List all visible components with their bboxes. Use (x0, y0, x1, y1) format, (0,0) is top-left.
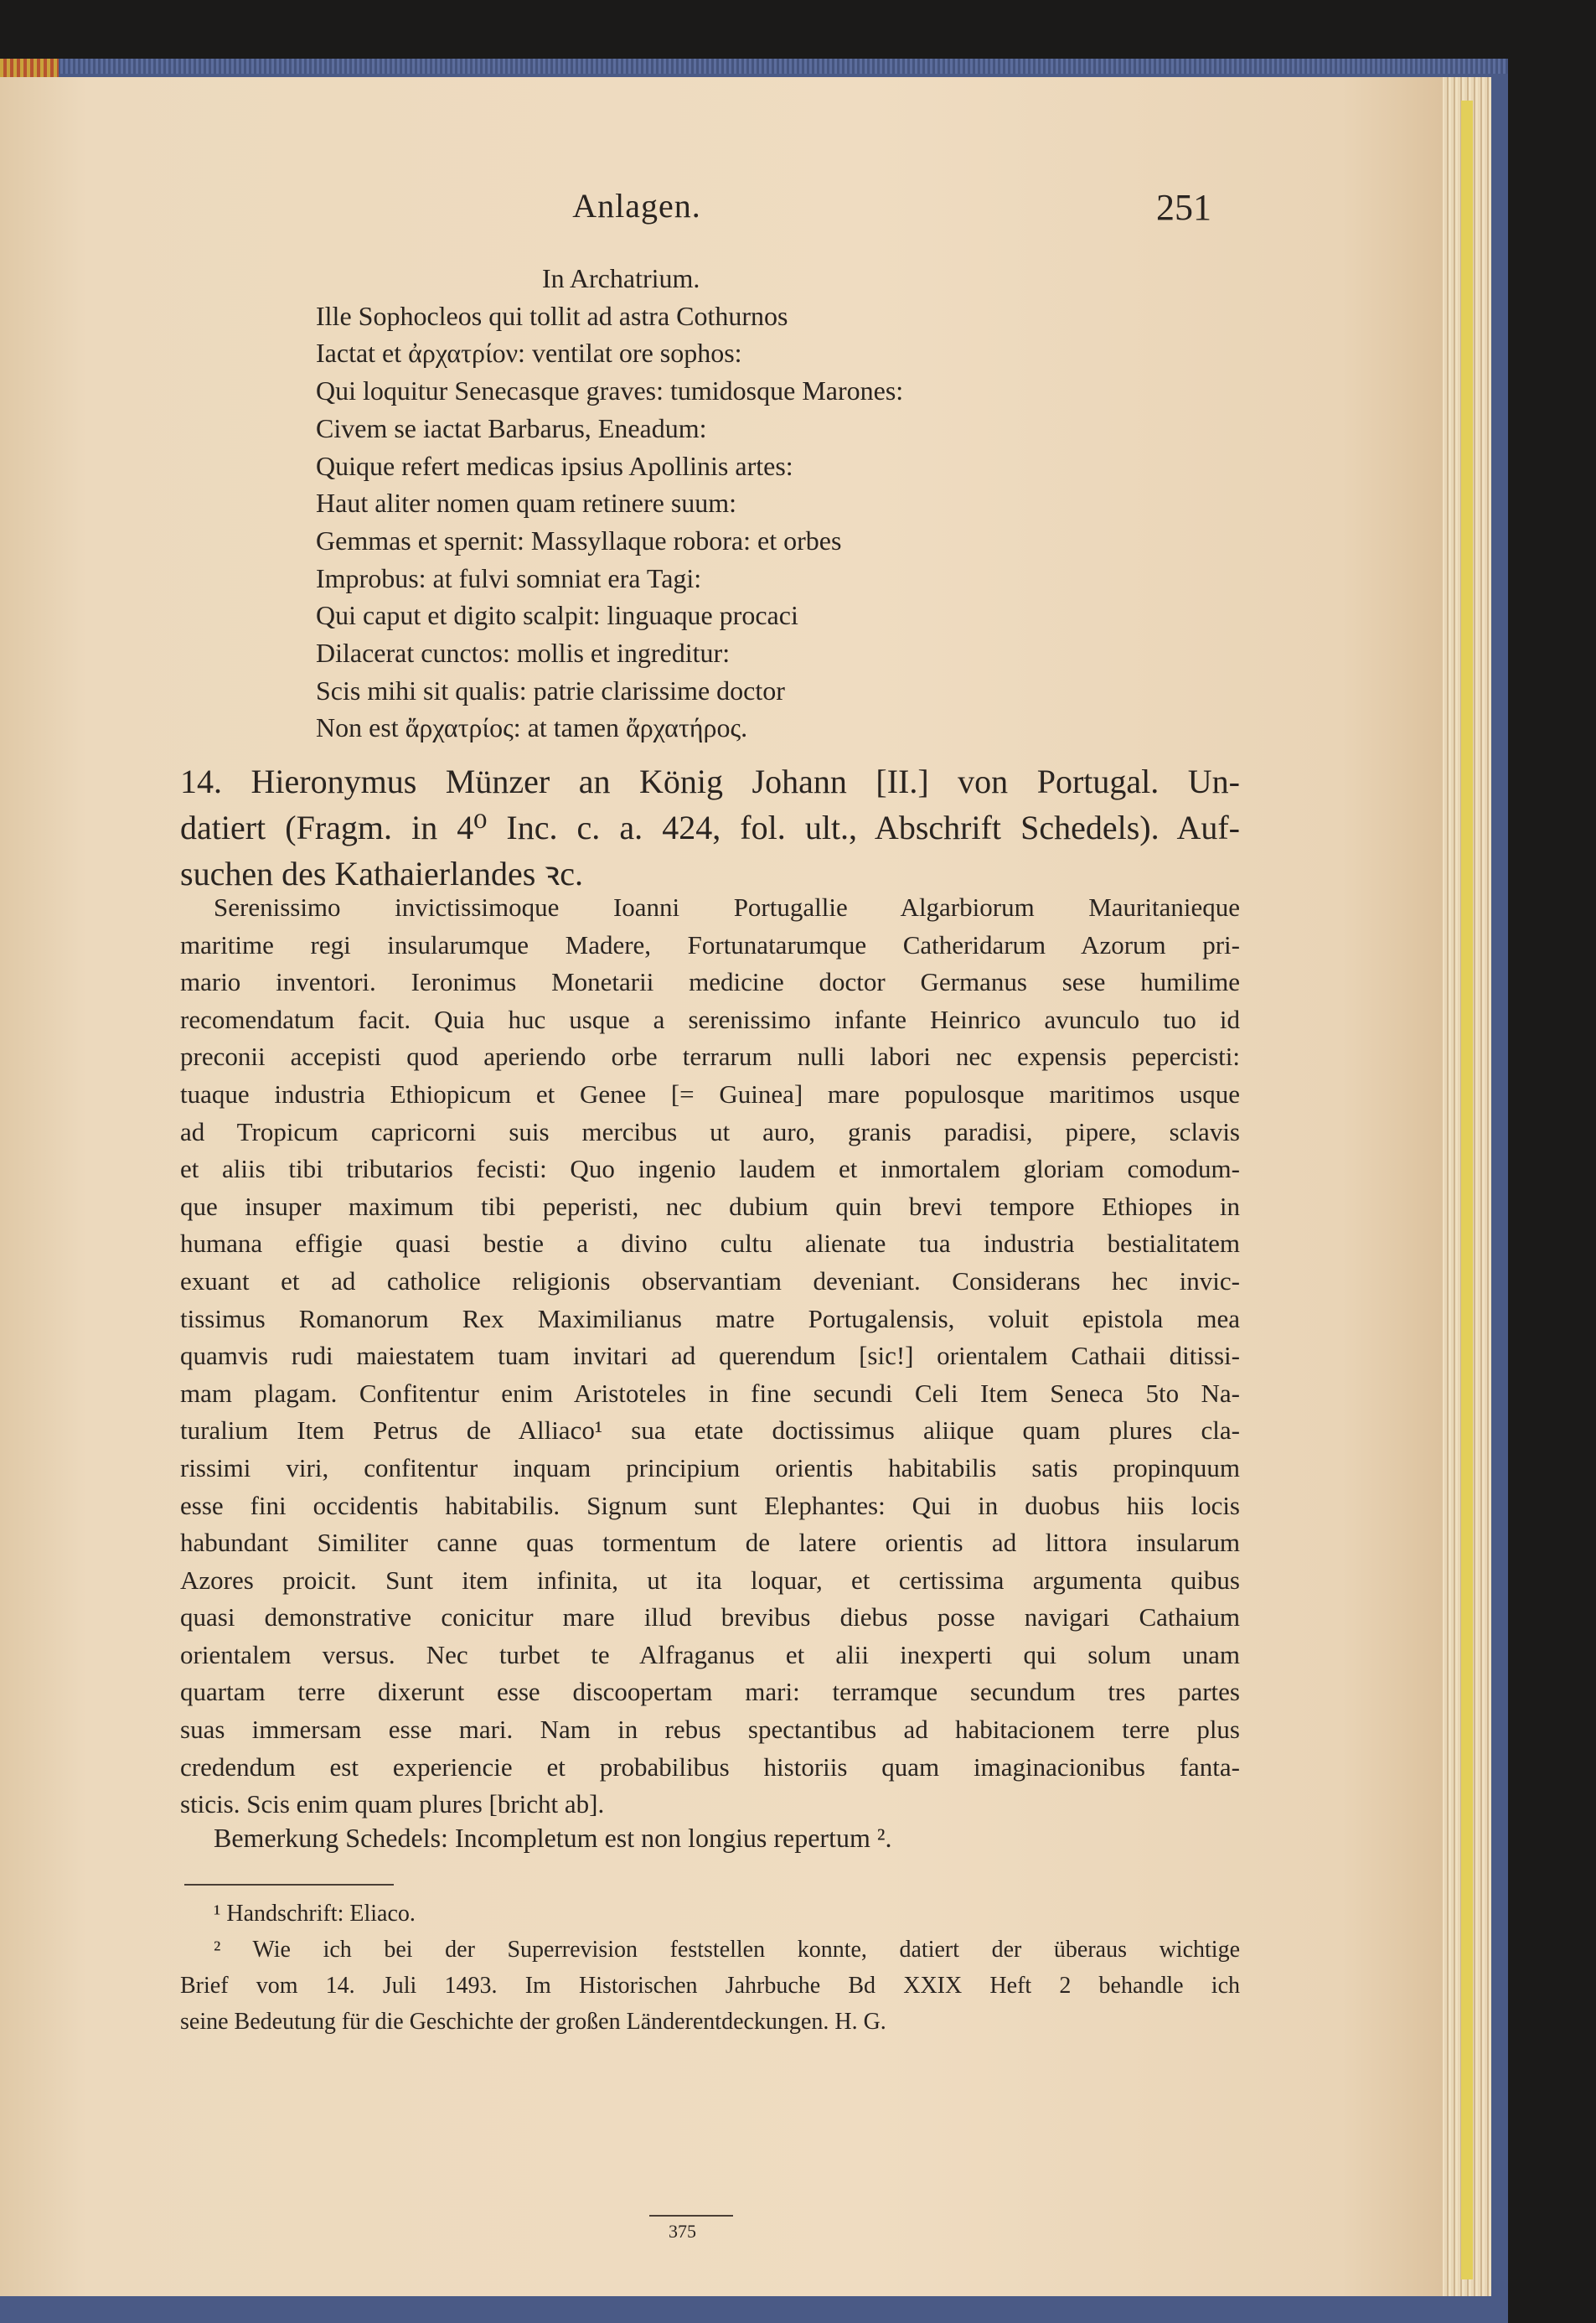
body-line: recomendatum facit. Quia huc usque a serenissimo infante Heinrico avunculo tuo id (180, 1004, 1240, 1034)
footnotes (180, 1896, 1240, 2040)
footnote-line: ² Wie ich bei der Superrevision feststellen konnte, datiert der überaus wichtige (214, 1937, 1240, 1963)
page-number: 251 (1156, 187, 1211, 228)
gilt-edge (1461, 101, 1473, 2279)
poem-line: Quique refert medicas ipsius Apollinis artes: (316, 450, 793, 481)
poem (316, 260, 1154, 747)
body-line: quartam terre dixerunt esse discoopertam mari: terramque secundum tres partes (180, 1677, 1240, 1707)
body-line: quamvis rudi maiestatem tuam invitari ad querendum [sic!] orientalem Cathaii ditissi- (180, 1341, 1240, 1371)
poem-line: Haut aliter nomen quam retinere suum: (316, 488, 737, 519)
body-line: Azores proicit. Sunt item infinita, ut ita loquar, et certissima argumenta quibus (180, 1565, 1240, 1595)
poem-line: Qui caput et digito scalpit: linguaque procaci (316, 600, 798, 631)
poem-line: Qui loquitur Senecasque graves: tumidosque Marones: (316, 375, 904, 406)
signature-number: 375 (669, 2221, 696, 2242)
body-line: credendum est experiencie et probabilibus historiis quam imaginacionibus fanta- (180, 1751, 1240, 1782)
body-line: orientalem versus. Nec turbet te Alfraganus et alii inexperti qui solum unam (180, 1639, 1240, 1669)
body-line: quasi demonstrative conicitur mare illud brevibus diebus posse navigari Cathaium (180, 1602, 1240, 1632)
body-line: ad Tropicum capricorni suis mercibus ut auro, granis paradisi, pipere, sclavis (180, 1116, 1240, 1146)
running-header: Anlagen. (572, 187, 701, 225)
body-line: Serenissimo invictissimoque Ioanni Portugallie Algarbiorum Mauritanieque (214, 892, 1240, 922)
poem-line: Dilacerat cunctos: mollis et ingreditur: (316, 638, 731, 669)
section-heading (180, 758, 1240, 897)
poem-line: Gemmas et spernit: Massyllaque robora: et orbes (316, 525, 842, 556)
body-line: tuaque industria Ethiopicum et Genee [= Guinea] mare populosque maritimos usque (180, 1079, 1240, 1109)
poem-line: Improbus: at fulvi somniat era Tagi: (316, 562, 702, 593)
body-line: et aliis tibi tributarios fecisti: Quo ingenio laudem et inmortalem gloriam comodum- (180, 1154, 1240, 1184)
cover-band (0, 59, 1508, 74)
footnote-divider (184, 1884, 394, 1886)
body-line: suas immersam esse mari. Nam in rebus spectantibus ad habitacionem terre plus (180, 1715, 1240, 1745)
poem-line: Ille Sophocleos qui tollit ad astra Cothurnos (316, 300, 788, 331)
body-line: tissimus Romanorum Rex Maximilianus matre Portugalensis, voluit epistola mea (180, 1303, 1240, 1333)
schedel-remark: Bemerkung Schedels: Incompletum est non longius repertum ². (214, 1823, 892, 1853)
poem-title: In Archatrium. (542, 263, 700, 293)
heading-line: suchen des Kathaierlandes ꝛc. (180, 855, 583, 892)
poem-line: Scis mihi sit qualis: patrie clarissime doctor (316, 675, 785, 706)
footnote-line: seine Bedeutung für die Geschichte der großen Länderentdeckungen. H. G. (180, 2009, 886, 2035)
body-line: preconii accepisti quod aperiendo orbe terrarum nulli labori nec expensis pepercisti: (180, 1042, 1240, 1072)
poem-line: Civem se iactat Barbarus, Eneadum: (316, 412, 707, 443)
footnote-line: Brief vom 14. Juli 1493. Im Historischen Jahrbuche Bd XXIX Heft 2 behandle ich (180, 1973, 1240, 1999)
body-line: exuant et ad catholice religionis observantiam deveniant. Considerans hec invic- (180, 1265, 1240, 1296)
signature-rule (649, 2215, 733, 2217)
body-line: esse fini occidentis habitabilis. Signum sunt Elephantes: Qui in duobus hiis locis (180, 1490, 1240, 1520)
footnote-line: ¹ Handschrift: Eliaco. (214, 1901, 416, 1927)
body-line: turalium Item Petrus de Alliaco¹ sua etate doctissimus aliique quam plures cla- (180, 1415, 1240, 1446)
body-line: maritime regi insularumque Madere, Fortunatarumque Catheridarum Azorum pri- (180, 929, 1240, 960)
body-line: mario inventori. Ieronimus Monetarii medicine doctor Germanus sese humilime (180, 967, 1240, 997)
heading-line: datiert (Fragm. in 4⁰ Inc. c. a. 424, fol. ult., Abschrift Schedels). Auf- (180, 809, 1240, 846)
body-line: que insuper maximum tibi peperisti, nec dubium quin brevi tempore Ethiopes in (180, 1191, 1240, 1221)
body-line: rissimi viri, confitentur inquam principium orientis habitabilis satis propinquum (180, 1452, 1240, 1482)
letter-body (180, 889, 1240, 1824)
body-line: habundant Similiter canne quas tormentum de latere orientis ad littora insularum (180, 1528, 1240, 1558)
body-line: sticis. Scis enim quam plures [bricht ab]. (180, 1789, 605, 1819)
body-line: mam plagam. Confitentur enim Aristoteles in fine secundi Celi Item Seneca 5to Na- (180, 1378, 1240, 1408)
heading-line: 14. Hieronymus Münzer an König Johann [II.] von Portugal. Un- (180, 763, 1240, 800)
body-line: humana effigie quasi bestie a divino cultu alienate tua industria bestialitatem (180, 1229, 1240, 1259)
poem-line: Iactat et ἀρχατρίον: ventilat ore sophos: (316, 338, 742, 369)
poem-line: Non est ἄρχατρίος: at tamen ἄρχατήρος. (316, 712, 748, 743)
